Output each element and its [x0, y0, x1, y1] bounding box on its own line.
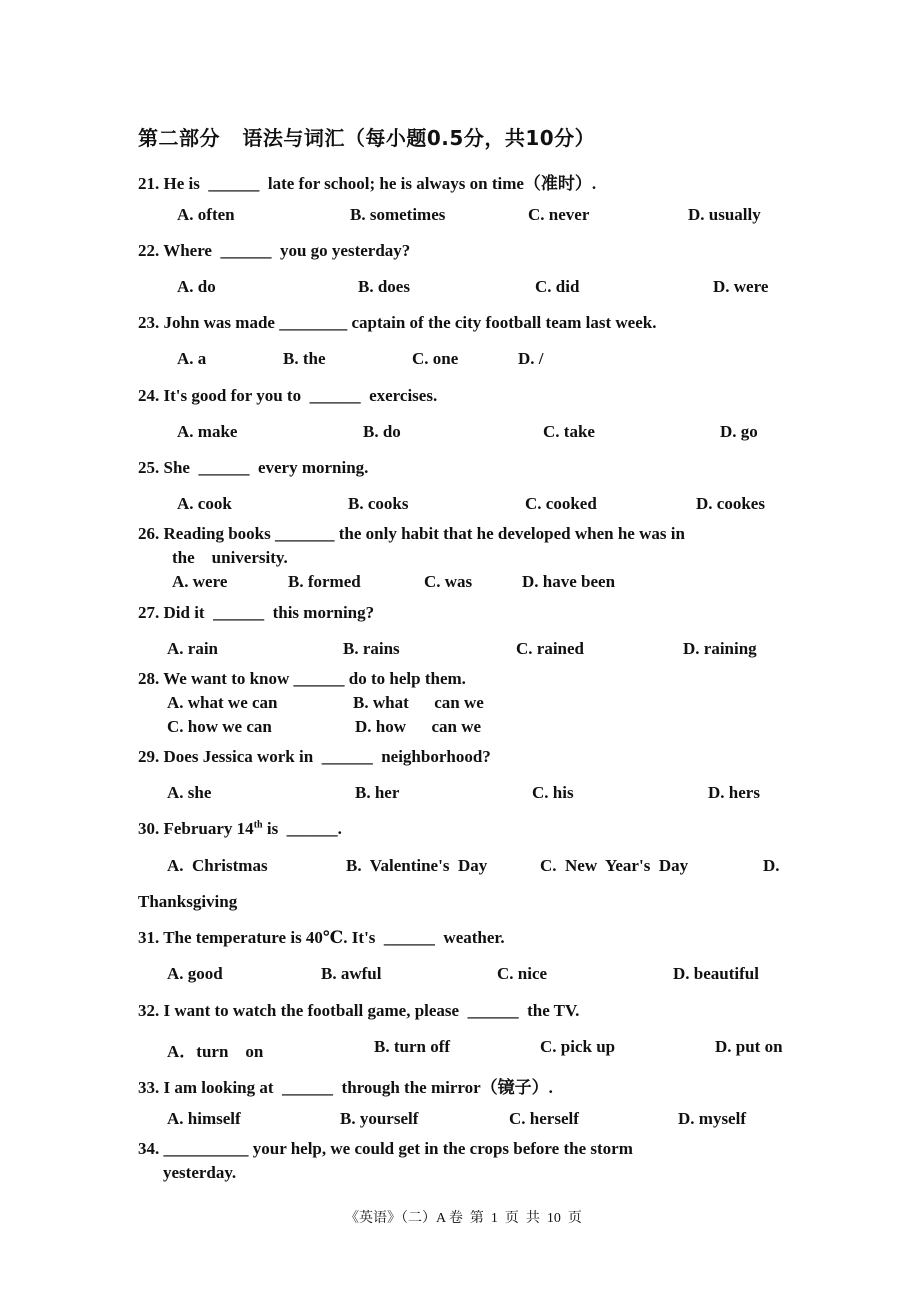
question-27-option-c: C. rained: [516, 639, 584, 658]
question-32-option-c: C. pick up: [540, 1037, 616, 1056]
question-21-stem: 21. He is ______ late for school; he is always on time（准时）.: [138, 174, 597, 193]
question-31-option-c: C. nice: [497, 964, 548, 983]
question-22-option-b: B. does: [358, 277, 410, 296]
question-24-stem: 24. It's good for you to ______ exercises.: [138, 386, 438, 405]
question-34-stem-continued: yesterday.: [163, 1163, 237, 1182]
question-31-option-a: A. good: [167, 964, 223, 983]
question-27-option-a: A. rain: [167, 639, 218, 658]
question-25-stem: 25. She ______ every morning.: [138, 458, 369, 477]
question-29-option-d: D. hers: [708, 783, 760, 802]
question-21-option-d: D. usually: [688, 205, 761, 224]
question-30-option-d-continued: Thanksgiving: [138, 892, 238, 911]
question-26-option-c: C. was: [424, 572, 473, 591]
question-30-option-d: D.: [763, 856, 780, 875]
question-30-option-b: B. Valentine's Day: [346, 856, 488, 875]
question-34-stem: 34. __________ your help, we could get in the crops before the storm: [138, 1139, 633, 1158]
question-26-option-a: A. were: [172, 572, 228, 591]
question-27-option-d: D. raining: [683, 639, 757, 658]
question-25-option-c: C. cooked: [525, 494, 597, 513]
question-30-stem: [138, 819, 342, 839]
question-30-stem-tail: is ______.: [262, 819, 342, 838]
question-23-stem: 23. John was made ________ captain of the city football team last week.: [138, 313, 657, 332]
question-28-option-c: C. how we can: [167, 717, 272, 736]
question-24-option-c: C. take: [543, 422, 595, 441]
question-29-stem: 29. Does Jessica work in ______ neighborhood?: [138, 747, 491, 766]
question-25-option-a: A. cook: [177, 494, 232, 513]
question-33-option-a: A. himself: [167, 1109, 241, 1128]
question-21-option-b: B. sometimes: [350, 205, 446, 224]
question-28-option-a: A. what we can: [167, 693, 278, 712]
question-30-stem-text: 30. February 14: [138, 819, 254, 838]
question-31-option-d: D. beautiful: [673, 964, 759, 983]
question-22-stem: 22. Where ______ you go yesterday?: [138, 241, 411, 260]
question-32-option-b: B. turn off: [374, 1037, 451, 1056]
question-26-stem-continued: the university.: [172, 548, 288, 567]
question-32-option-a: A．turn on: [167, 1042, 264, 1061]
question-30-option-a: A. Christmas: [167, 856, 268, 875]
question-27-stem: 27. Did it ______ this morning?: [138, 603, 375, 622]
question-28-stem: 28. We want to know ______ do to help them.: [138, 669, 466, 688]
question-30-superscript: th: [253, 819, 263, 831]
section-title: 第二部分 语法与词汇（每小题0.5分，共10分）: [138, 126, 596, 150]
question-33-option-d: D. myself: [678, 1109, 746, 1128]
question-27-option-b: B. rains: [343, 639, 400, 658]
question-33-stem: 33. I am looking at ______ through the mirror（镜子）.: [138, 1078, 553, 1097]
question-23-option-b: B. the: [283, 349, 326, 368]
question-26-option-b: B. formed: [288, 572, 361, 591]
question-21-option-c: C. never: [528, 205, 590, 224]
question-21-option-a: A. often: [177, 205, 235, 224]
question-28-option-d: D. how can we: [355, 717, 482, 736]
question-24-option-d: D. go: [720, 422, 758, 441]
question-33-option-b: B. yourself: [340, 1109, 419, 1128]
question-26-option-d: D. have been: [522, 572, 616, 591]
question-31-option-b: B. awful: [321, 964, 382, 983]
question-22-option-d: D. were: [713, 277, 769, 296]
question-26-stem: 26. Reading books _______ the only habit that he developed when he was in: [138, 524, 685, 543]
question-22-option-c: C. did: [535, 277, 580, 296]
question-28-option-b: B. what can we: [353, 693, 484, 712]
question-23-option-c: C. one: [412, 349, 459, 368]
page-footer: 《英语》（二）A 卷 第 1 页 共 10 页: [345, 1211, 582, 1226]
question-30-option-c: C. New Year's Day: [540, 856, 689, 875]
question-32-option-d: D. put on: [715, 1037, 783, 1056]
question-23-option-a: A. a: [177, 349, 207, 368]
question-33-option-c: C. herself: [509, 1109, 579, 1128]
question-24-option-a: A. make: [177, 422, 238, 441]
question-25-option-d: D. cookes: [696, 494, 765, 513]
question-25-option-b: B. cooks: [348, 494, 409, 513]
question-32-stem: 32. I want to watch the football game, please ______ the TV.: [138, 1001, 580, 1020]
question-29-option-b: B. her: [355, 783, 400, 802]
question-29-option-c: C. his: [532, 783, 574, 802]
question-24-option-b: B. do: [363, 422, 401, 441]
question-29-option-a: A. she: [167, 783, 212, 802]
question-31-stem: 31. The temperature is 40℃. It's ______ weather.: [138, 928, 505, 947]
question-22-option-a: A. do: [177, 277, 216, 296]
question-23-option-d: D. /: [518, 349, 544, 368]
